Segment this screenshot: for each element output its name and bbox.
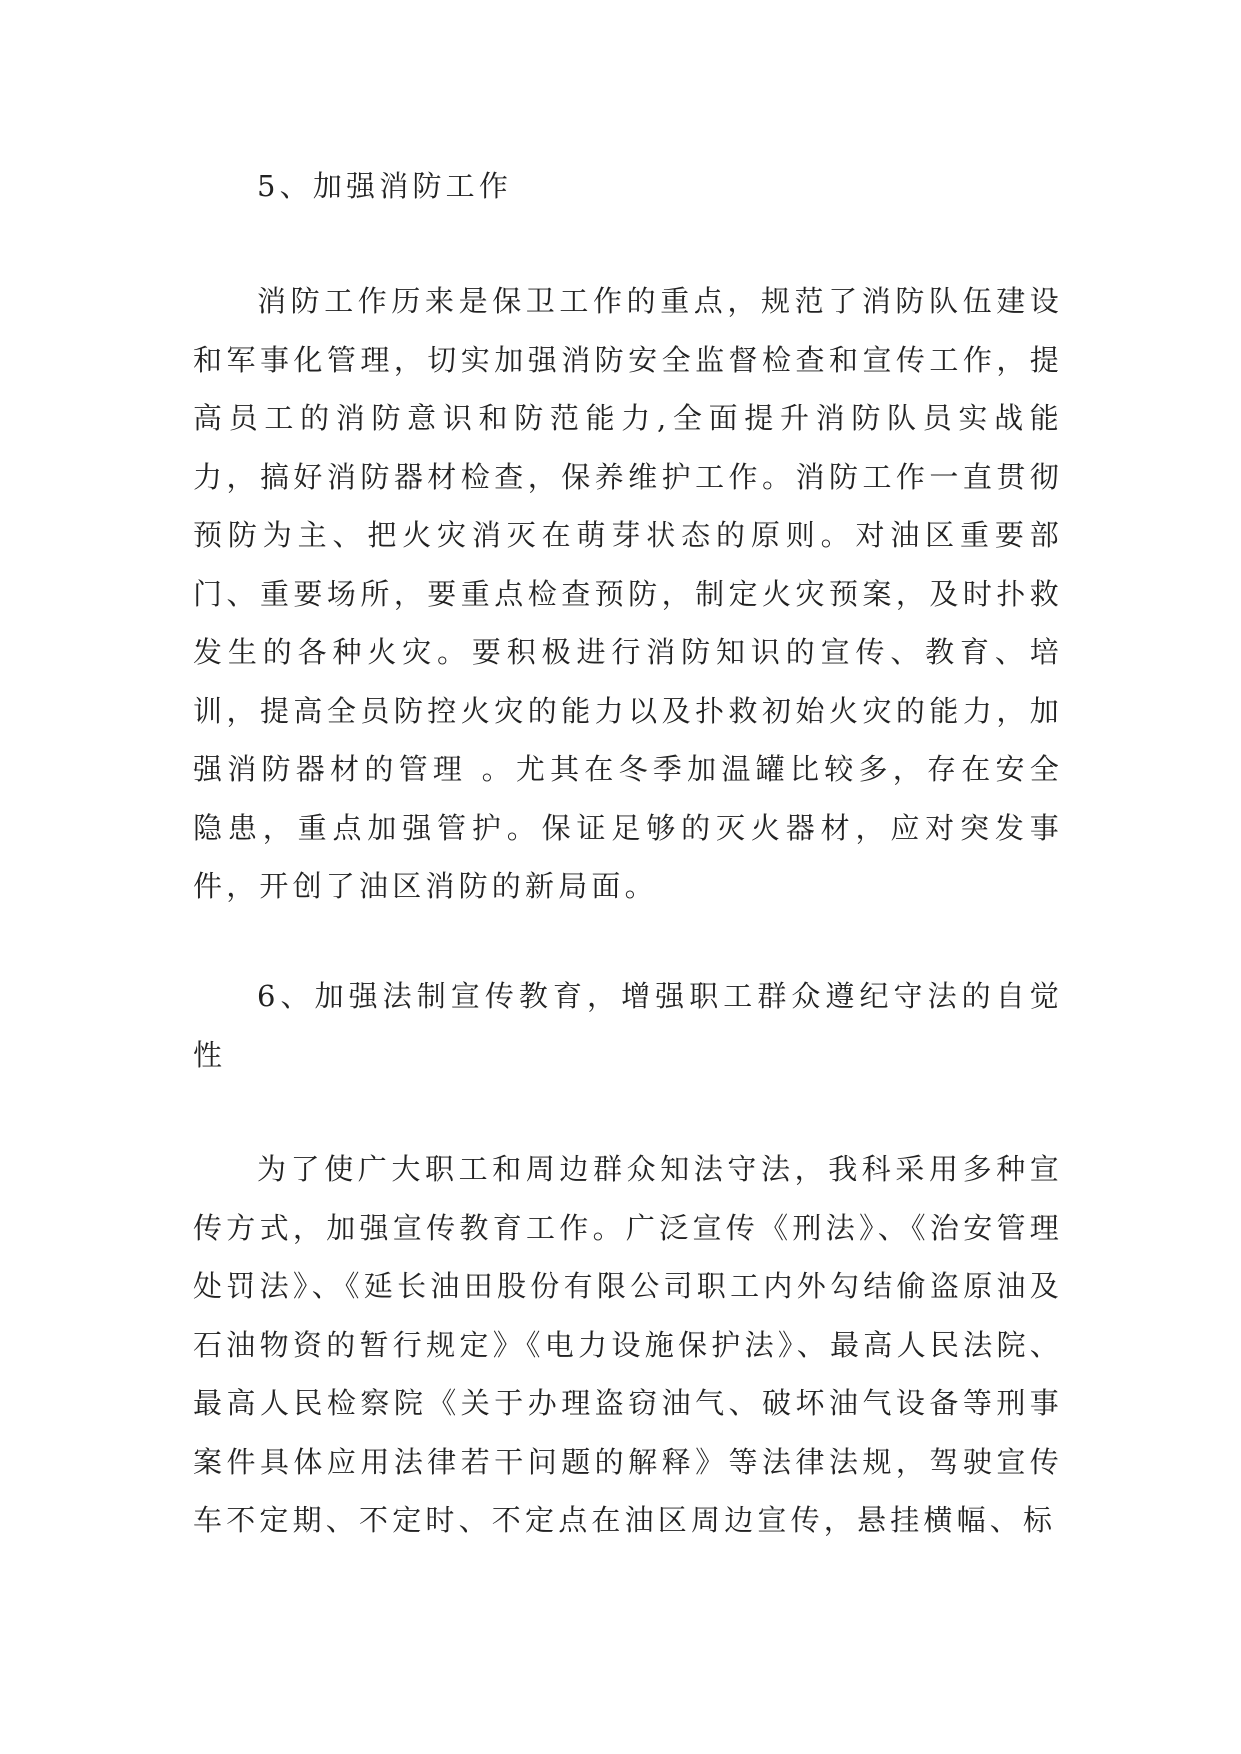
section-6-heading: 6、加强法制宣传教育，增强职工群众遵纪守法的自觉性 xyxy=(193,979,1063,1072)
section-5-paragraph: 消防工作历来是保卫工作的重点，规范了消防队伍建设和军事化管理，切实加强消防安全监督检查和宣传工作，提高员工的消防意识和防范能力,全面提升消防队员实战能力，搞好消防器材检查，保养维护工作。消防工作一直贯彻预防为主、把火灾消灭在萌芽状态的原则。对油区重要部门、重要场所，要重点检查预防，制定火灾预案，及时扑救发生的各种火灾。要积极进行消防知识的宣传、教育、培训，提高全员防控火灾的能力以及扑救初始火灾的能力，加强消防器材的管理 。尤其在冬季加温罐比较多，存在安全隐患，重点加强管护。保证足够的灭火器材，应对突发事件，开创了油区消防的新局面。 xyxy=(193,284,1063,903)
section-5-heading: 5、加强消防工作 xyxy=(257,169,513,203)
section-6-paragraph: 为了使广大职工和周边群众知法守法，我科采用多种宣传方式，加强宣传教育工作。广泛宣传《刑法》、《治安管理处罚法》、《延长油田股份有限公司职工内外勾结偷盗原油及石油物资的暂行规定》《电力设施保护法》、最高人民法院、最高人民检察院《关于办理盗窃油气、破坏油气设备等刑事案件具体应用法律若干问题的解释》等法律法规，驾驶宣传车不定期、不定时、不定点在油区周边宣传，悬挂横幅、标 xyxy=(193,1152,1063,1537)
